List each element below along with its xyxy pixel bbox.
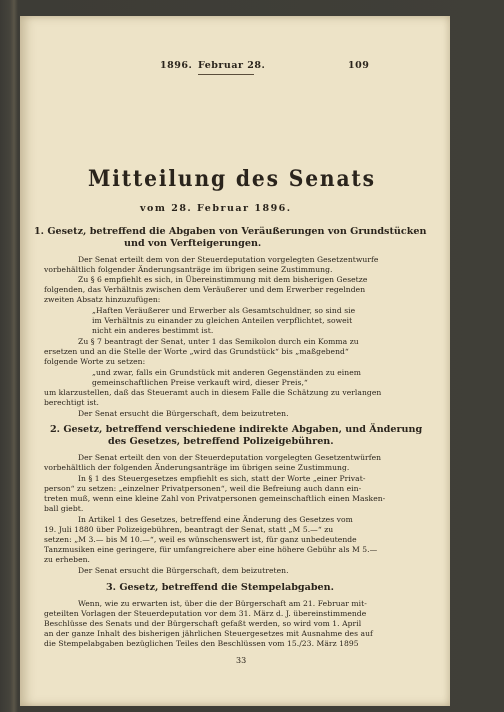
text-line: vorbehältlich folgender Änderungsanträge im übrigen seine Zustimmung.: [44, 265, 333, 274]
text-line: Beschlüsse des Senats und der Bürgerschaft gefaßt werden, so wird vom 1. April: [44, 619, 362, 628]
text-line: folgenden, das Verhältnis zwischen dem Veräußerer und dem Erwerber regelnden: [44, 285, 366, 294]
dateline: vom 28. Februar 1896.: [140, 203, 292, 214]
text-line: zweiten Absatz hinzuzufügen:: [44, 295, 161, 304]
text-line: ersetzen und an die Stelle der Worte „wird das Grundstück“ bis „maßgebend“: [44, 347, 349, 356]
text-line: ball giebt.: [44, 504, 84, 513]
text-line: setzen: „M 3.— bis M 10.—“, weil es wünschenswert ist, für ganz unbedeutende: [44, 535, 357, 544]
page-title: Mitteilung des Senats: [88, 166, 376, 192]
text-line: Zu § 7 beantragt der Senat, unter 1 das Semikolon durch ein Komma zu: [78, 337, 359, 346]
section-1-heading: 1. Gesetz, betreffend die Abgaben von Veräußerungen von Grundstücken: [34, 226, 427, 237]
footer-signature-number: 33: [236, 656, 247, 665]
text-line: Tanzmusiken eine geringere, für umfangreichere aber eine höhere Gebühr als M 5.—: [44, 545, 378, 554]
text-line: „Haften Veräußerer und Erwerber als Gesamtschuldner, so sind sie: [92, 306, 356, 315]
text-line: treten muß, wenn eine kleine Zahl von Privatpersonen gemeinschaftlich einen Masken-: [44, 494, 386, 503]
text-line: folgende Worte zu setzen:: [44, 357, 146, 366]
header-rule: [198, 74, 254, 75]
text-line: Wenn, wie zu erwarten ist, über die der Bürgerschaft am 21. Februar mit-: [78, 599, 367, 608]
text-line: Der Senat erteilt den von der Steuerdeputation vorgelegten Gesetzentwürfen: [78, 453, 382, 462]
section-1-heading-cont: und von Verfteigerungen.: [124, 238, 262, 249]
document-page: [20, 16, 450, 706]
text-line: nicht ein anderes bestimmt ist.: [92, 326, 214, 335]
text-line: In § 1 des Steuergesetzes empfiehlt es sich, statt der Worte „einer Privat-: [78, 474, 366, 483]
text-line: zu erheben.: [44, 555, 91, 564]
header-date: Februar 28.: [198, 60, 266, 71]
text-line: „und zwar, falls ein Grundstück mit anderen Gegenständen zu einem: [92, 368, 362, 377]
text-line: 19. Juli 1880 über Polizeigebühren, beantragt der Senat, statt „M 5.—“ zu: [44, 525, 334, 534]
text-line: Der Senat erteilt dem von der Steuerdeputation vorgelegten Gesetzentwurfe: [78, 255, 379, 264]
text-line: person“ zu setzen: „einzelner Privatpersonen“, weil die Befreiung auch dann ein-: [44, 484, 362, 493]
text-line: vorbehältlich der folgenden Änderungsanträge im übrigen seine Zustimmung.: [44, 463, 350, 472]
section-2-heading-cont: des Gesetzes, betreffend Polizeigebühren.: [108, 436, 334, 447]
section-2-heading: 2. Gesetz, betreffend verschiedene indirekte Abgaben, und Änderung: [50, 424, 423, 435]
text-line: an der ganze Inhalt des bisherigen jährlichen Steuergesetzes mit Ausnahme des auf: [44, 629, 373, 638]
text-line: berechtigt ist.: [44, 398, 99, 407]
text-line: um klarzustellen, daß das Steueramt auch in diesem Falle die Schätzung zu verlangen: [44, 388, 382, 397]
section-3-heading: 3. Gesetz, betreffend die Stempelabgaben.: [106, 582, 334, 593]
text-line: Zu § 6 empfiehlt es sich, in Übereinstimmung mit dem bisherigen Gesetze: [78, 275, 368, 284]
text-line: geteilten Vorlagen der Steuerdeputation vor dem 31. März d. J. übereinstimmende: [44, 609, 367, 618]
header-year: 1896.: [160, 60, 193, 71]
text-line: Der Senat ersucht die Bürgerschaft, dem beizutreten.: [78, 409, 289, 418]
text-line: gemeinschaftlichen Preise verkauft wird, dieser Preis,“: [92, 378, 308, 387]
page-number: 109: [348, 60, 370, 71]
text-line: die Stempelabgaben bezüglichen Teiles den Beschlüssen vom 15./23. März 1895: [44, 639, 359, 648]
text-line: In Artikel 1 des Gesetzes, betreffend eine Änderung des Gesetzes vom: [78, 515, 353, 524]
text-line: im Verhältnis zu einander zu gleichen Anteilen verpflichtet, soweit: [92, 316, 353, 325]
text-line: Der Senat ersucht die Bürgerschaft, dem beizutreten.: [78, 566, 289, 575]
